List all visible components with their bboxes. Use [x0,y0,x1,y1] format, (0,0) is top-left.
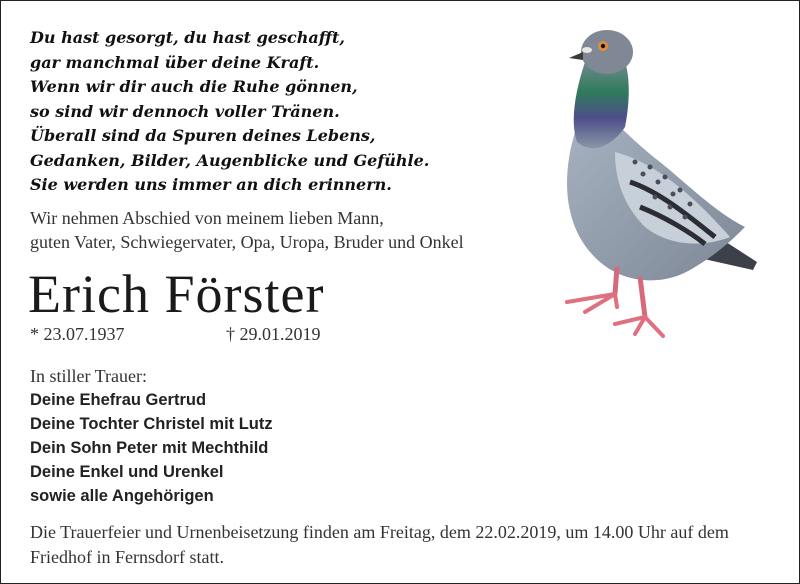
poem-line: Wenn wir dir auch die Ruhe gönnen, [30,77,358,96]
mourners-block [30,364,550,508]
funeral-service-notice: Die Trauerfeier und Urnenbeisetzung finden am Freitag, dem 22.02.2019, um 14.00 Uhr auf dem Friedhof in Fernsdorf statt. [30,522,729,567]
mourner-line: Deine Ehefrau Gertrud [30,391,207,409]
intro-line: Wir nehmen Abschied von meinem lieben Mann, [30,208,384,228]
mourning-lead: In stiller Trauer: [30,366,147,386]
mourner-line: Dein Sohn Peter mit Mechthild [30,439,269,457]
poem-line: Überall sind da Spuren deines Lebens, [30,126,376,145]
poem-line: gar manchmal über deine Kraft. [30,52,320,72]
mourner-line: Deine Enkel und Urenkel [30,463,224,481]
death-date: † 29.01.2019 [226,324,321,344]
poem-line: so sind wir dennoch voller Tränen. [30,101,340,121]
poem-line: Sie werden uns immer an dich erinnern. [30,175,392,194]
poem [30,26,550,198]
intro-line: guten Vater, Schwiegervater, Opa, Uropa, Bruder und Onkel [30,232,464,252]
mourner-line: sowie alle Angehörigen [30,487,214,505]
poem-line: Du hast gesorgt, du hast geschafft, [30,28,345,47]
mourner-line: Deine Tochter Christel mit Lutz [30,415,273,433]
pigeon-image [545,22,770,347]
birth-date: * 23.07.1937 [30,324,125,344]
poem-line: Gedanken, Bilder, Augenblicke und Gefühle. [30,150,430,170]
deceased-name: Erich Förster [28,264,325,324]
farewell-intro [30,206,570,254]
